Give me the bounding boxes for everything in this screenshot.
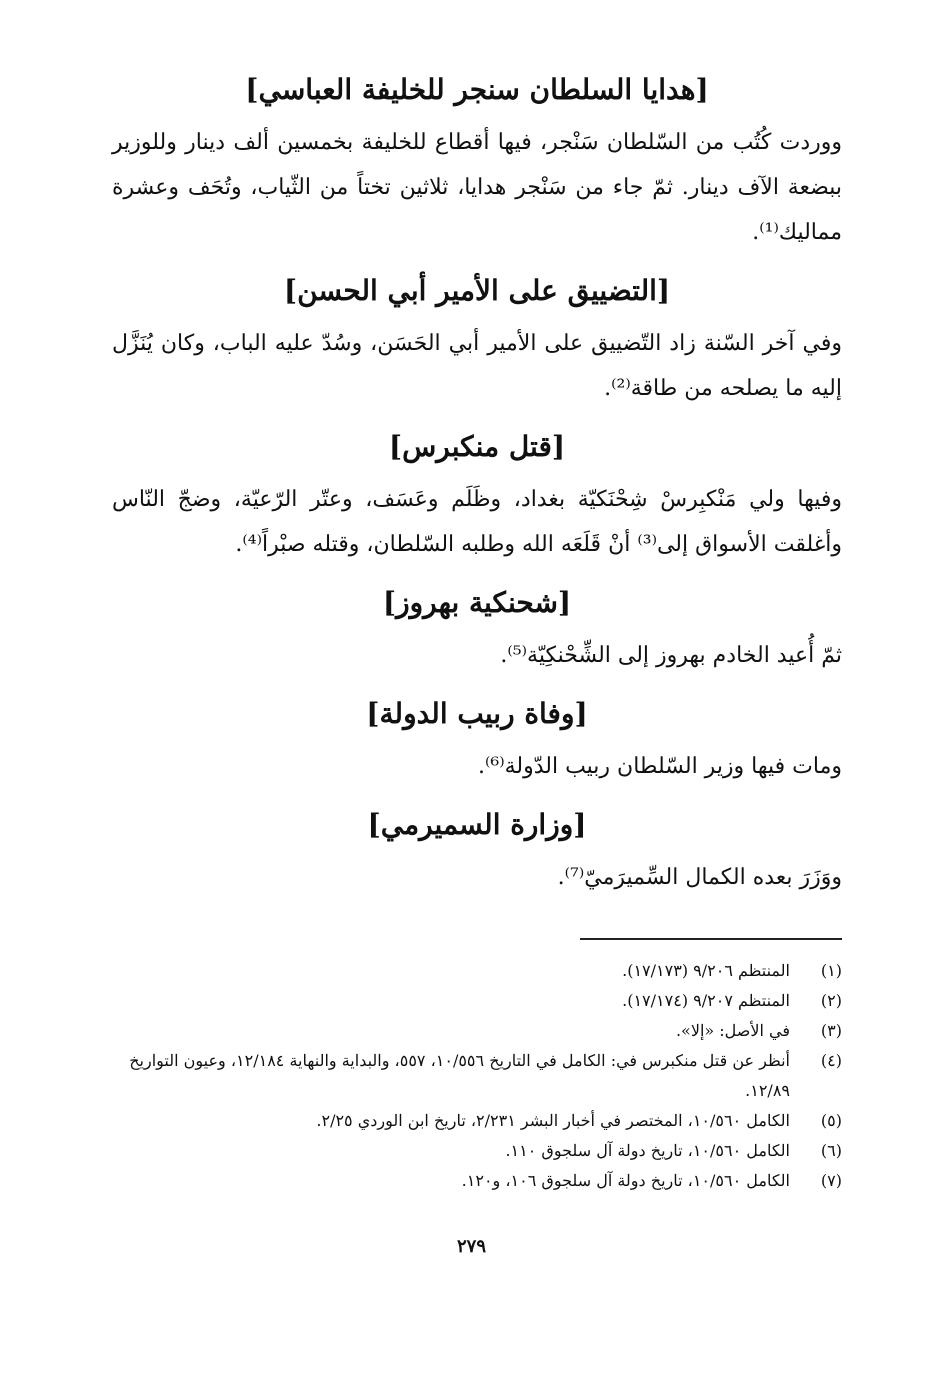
section-title-bahruz: [شحنكية بهروز] [382, 586, 572, 619]
footnote-item [112, 1136, 842, 1166]
footnote-item [112, 956, 842, 986]
footnote-text: المنتظم ٩/٢٠٧ (١٧/١٧٤). [622, 991, 790, 1010]
section-title-sumayrami: [وزارة السميرمي] [367, 808, 587, 841]
section-title-rabib-aldawla: [وفاة ربيب الدولة] [366, 697, 588, 730]
footnote-divider [580, 938, 842, 940]
footnote-text: الكامل ١٠/٥٦٠، تاريخ دولة آل سلجوق ١١٠. [505, 1141, 790, 1160]
footnote-text: أنظر عن قتل منكبرس في: الكامل في التاريخ ١٠/٥٥٦، ٥٥٧، والبداية والنهاية ١٢/١٨٤، وعيون التواريخ ١٢/٨٩. [129, 1051, 790, 1100]
footnote-item [112, 1046, 842, 1106]
paragraph-mankubars: وفيها ولي مَنْكبِرسْ شِحْنَكيّة بغداد، وظَلَم وعَسَف، وعتّر الرّعيّة، وضجّ النّاس وأغلقت الأسواق إلى⁽³⁾ أنْ قَلَعَه الله وطلبه السّلطان، وقتله صبْراً⁽⁴⁾. [112, 487, 842, 557]
footnote-number: (٥) [820, 1111, 842, 1130]
paragraph-rabib-aldawla: ومات فيها وزير السّلطان ربيب الدّولة⁽⁶⁾. [477, 754, 842, 779]
section-title-mankubars: [قتل منكبرس] [388, 430, 566, 463]
footnote-number: (٦) [820, 1141, 842, 1160]
main-text [112, 68, 842, 900]
footnote-text: المنتظم ٩/٢٠٦ (١٧/١٧٣). [622, 961, 790, 980]
paragraph-bahruz: ثمّ أُعيد الخادم بهروز إلى الشِّحْنكِيّة⁽⁵⁾. [500, 643, 842, 668]
page-number: ٢٧٩ [456, 1236, 486, 1257]
footnote-text: الكامل ١٠/٥٦٠، تاريخ دولة آل سلجوق ١٠٦، و١٢٠. [461, 1171, 790, 1190]
section-title-abu-alhasan: [التضييق على الأمير أبي الحسن] [283, 274, 671, 307]
footnote-text: الكامل ١٠/٥٦٠، المختصر في أخبار البشر ٢/٢٣١، تاريخ ابن الوردي ٢/٢٥. [316, 1111, 790, 1130]
paragraph-sumayrami: ووَزَرَ بعده الكمال السِّميرَميّ⁽⁷⁾. [557, 865, 842, 890]
paragraph-sanjar-gifts: ووردت كُتُب من السّلطان سَنْجر، فيها أقطاع للخليفة بخمسين ألف دينار وللوزير ببضعة الآف دينار. ثمّ جاء من سَنْجر هدايا، ثلاثين تختاً من الثّياب، وتُحَف وعشرة مماليك⁽¹⁾. [112, 130, 842, 245]
footnote-text: في الأصل: «إلا». [675, 1021, 790, 1040]
footnote-item [112, 1106, 842, 1136]
footnote-number: (١) [820, 961, 842, 980]
footnote-item [112, 1016, 842, 1046]
footnote-number: (٤) [820, 1051, 842, 1070]
footnote-item [112, 986, 842, 1016]
footnote-number: (٢) [820, 991, 842, 1010]
paragraph-abu-alhasan: وفي آخر السّنة زاد التّضييق على الأمير أبي الحَسَن، وسُدّ عليه الباب، وكان يُنَزَّل إليه ما يصلحه من طاقة⁽²⁾. [112, 331, 842, 401]
footnote-item [112, 1166, 842, 1196]
footnotes [112, 956, 842, 1196]
footnote-number: (٧) [820, 1171, 842, 1190]
footnote-number: (٣) [820, 1021, 842, 1040]
section-title-sanjar-gifts: [هدايا السلطان سنجر للخليفة العباسي] [245, 73, 709, 106]
